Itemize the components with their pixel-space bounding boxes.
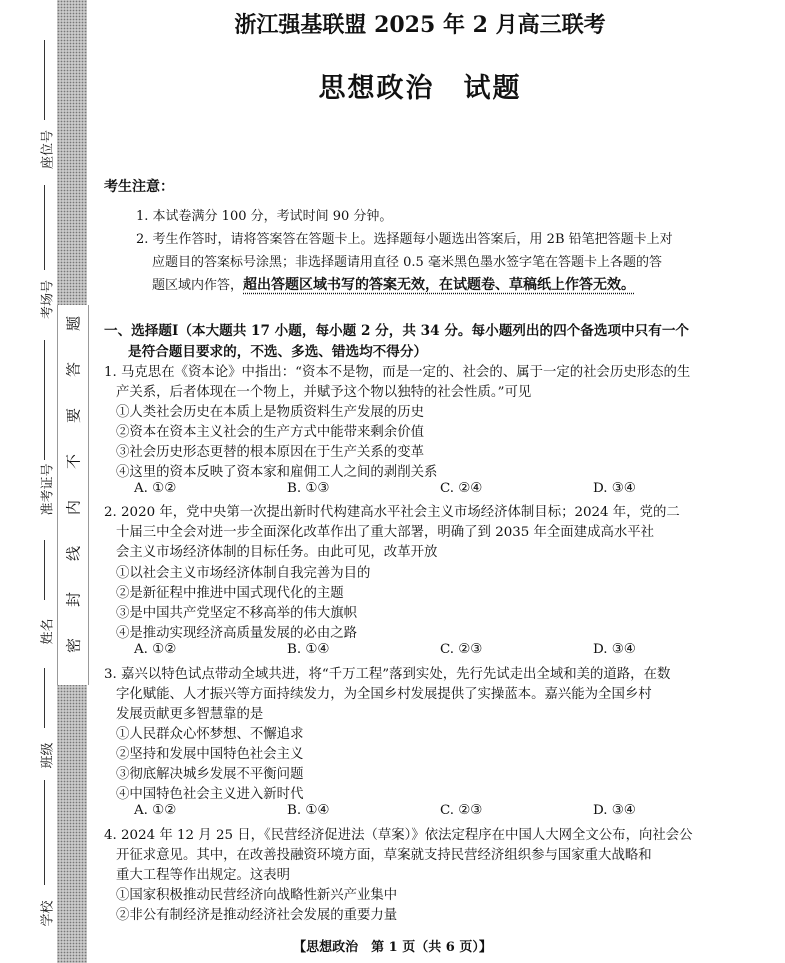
notice-line: 应题目的答案标号涂黑；非选择题请用直径 0.5 毫米黑色墨水签字笔在答题卡上各题的答 bbox=[152, 255, 662, 270]
question-3-option: ①人民群众心怀梦想、不懈追求 bbox=[116, 727, 304, 742]
page-footer: 【思想政治 第 1 页（共 6 页）】 bbox=[293, 940, 492, 955]
notice-heading: 考生注意： bbox=[104, 179, 174, 195]
question-3-choice-c: C. ②③ bbox=[440, 803, 483, 818]
question-2-option: ①以社会主义市场经济体制自我完善为目的 bbox=[116, 566, 371, 581]
question-4-option: ①国家积极推动民营经济向战略性新兴产业集中 bbox=[116, 888, 398, 903]
seal-char: 封 bbox=[64, 592, 83, 608]
notice-line: 1. 本试卷满分 100 分，考试时间 90 分钟。 bbox=[136, 209, 393, 224]
question-4-stem: 4. 2024 年 12 月 25 日，《民营经济促进法（草案）》依法定程序在中国人大网全文公布，向社会公 bbox=[104, 828, 693, 843]
question-4-stem: 开征求意见。其中，在改善投融资环境方面，草案就支持民营经济组织参与国家重大战略和 bbox=[116, 848, 652, 863]
class-line bbox=[44, 668, 45, 728]
question-1-choice-c: C. ②④ bbox=[440, 481, 483, 496]
admission-number-label: 准考证号 bbox=[40, 463, 56, 516]
question-1-choice-a: A. ①② bbox=[134, 481, 177, 496]
name-label: 姓名 bbox=[40, 618, 56, 645]
question-2-stem: 会主义市场经济体制的目标任务。由此可见，改革开放 bbox=[116, 545, 438, 560]
exam-title: 浙江强基联盟 2025 年 2 月高三联考 bbox=[234, 12, 606, 38]
question-2-choice-a: A. ①② bbox=[134, 642, 177, 657]
exam-room-line bbox=[44, 185, 45, 270]
seal-char: 密 bbox=[64, 638, 83, 654]
seat-number-label: 座位号 bbox=[40, 130, 56, 170]
question-2-option: ③是中国共产党坚定不移高举的伟大旗帜 bbox=[116, 606, 358, 621]
name-line bbox=[44, 540, 45, 600]
seal-char: 不 bbox=[64, 454, 83, 470]
question-3-option: ②坚持和发展中国特色社会主义 bbox=[116, 747, 304, 762]
question-4-option: ②非公有制经济是推动经济社会发展的重要力量 bbox=[116, 908, 398, 923]
class-label: 班级 bbox=[40, 742, 56, 769]
question-1-stem: 产关系，后者体现在一个物上，并赋予这个物以独特的社会性质。”可见 bbox=[116, 385, 532, 400]
section-heading-cont: 是符合题目要求的，不选、多选、错选均不得分） bbox=[128, 344, 428, 360]
question-3-option: ④中国特色社会主义进入新时代 bbox=[116, 787, 304, 802]
question-2-stem: 2. 2020 年，党中央第一次提出新时代构建高水平社会主义市场经济体制目标；2024 年，党的二 bbox=[104, 505, 680, 520]
question-2-option: ④是推动实现经济高质量发展的必由之路 bbox=[116, 626, 358, 641]
seal-char: 题 bbox=[64, 316, 83, 332]
question-4-stem: 重大工程等作出规定。这表明 bbox=[116, 868, 291, 883]
question-3-stem: 发展贡献更多智慧靠的是 bbox=[116, 707, 264, 722]
question-3-choice-a: A. ①② bbox=[134, 803, 177, 818]
question-1-option: ③社会历史形态更替的根本原因在于生产关系的变革 bbox=[116, 445, 424, 460]
seal-char: 要 bbox=[64, 408, 83, 424]
notice-line: 2. 考生作答时，请将答案答在答题卡上。选择题每小题选出答案后，用 2B 铅笔把答题卡上对 bbox=[136, 232, 673, 247]
question-1-option: ④这里的资本反映了资本家和雇佣工人之间的剥削关系 bbox=[116, 465, 438, 480]
seat-number-line bbox=[44, 40, 45, 120]
question-2-choice-b: B. ①④ bbox=[287, 642, 330, 657]
school-line bbox=[44, 780, 45, 885]
seal-line-box bbox=[57, 305, 89, 685]
question-2-choice-d: D. ③④ bbox=[593, 642, 636, 657]
seal-char: 内 bbox=[64, 500, 83, 516]
question-1-option: ②资本在资本主义社会的生产方式中能带来剩余价值 bbox=[116, 425, 424, 440]
question-2-stem: 十届三中全会对进一步全面深化改革作出了重大部署，明确了到 2035 年全面建成高水平社 bbox=[116, 525, 655, 540]
question-3-choice-d: D. ③④ bbox=[593, 803, 636, 818]
question-2-option: ②是新征程中推进中国式现代化的主题 bbox=[116, 586, 344, 601]
exam-room-label: 考场号 bbox=[40, 280, 56, 320]
question-3-stem: 字化赋能、人才振兴等方面持续发力，为全国乡村发展提供了实操蓝本。嘉兴能为全国乡村 bbox=[116, 687, 652, 702]
question-3-choice-b: B. ①④ bbox=[287, 803, 330, 818]
seal-char: 线 bbox=[64, 546, 83, 562]
section-heading: 一、选择题Ⅰ（本大题共 17 小题，每小题 2 分，共 34 分。每小题列出的四个备选项中只有一个 bbox=[104, 323, 690, 339]
seal-char: 答 bbox=[64, 362, 83, 378]
question-2-choice-c: C. ②③ bbox=[440, 642, 483, 657]
notice-line bbox=[152, 274, 635, 294]
subject-title: 思想政治 试题 bbox=[318, 73, 522, 104]
notice-line-text: 题区域内作答， bbox=[152, 278, 244, 293]
question-1-stem: 1. 马克思在《资本论》中指出：“资本不是物，而是一定的、社会的、属于一定的社会历史形态的生 bbox=[104, 365, 691, 380]
question-1-choice-b: B. ①③ bbox=[287, 481, 330, 496]
question-1-choice-d: D. ③④ bbox=[593, 481, 636, 496]
question-3-option: ③彻底解决城乡发展不平衡问题 bbox=[116, 767, 304, 782]
question-3-stem: 3. 嘉兴以特色试点带动全域共进，将“千万工程”落到实处，先行先试走出全域和美的道路，在数 bbox=[104, 667, 671, 682]
admission-number-line bbox=[44, 340, 45, 460]
notice-emphasis: 超出答题区域书写的答案无效，在试题卷、草稿纸上作答无效。 bbox=[243, 277, 636, 293]
question-1-option: ①人类社会历史在本质上是物质资料生产发展的历史 bbox=[116, 405, 424, 420]
school-label: 学校 bbox=[40, 900, 56, 927]
